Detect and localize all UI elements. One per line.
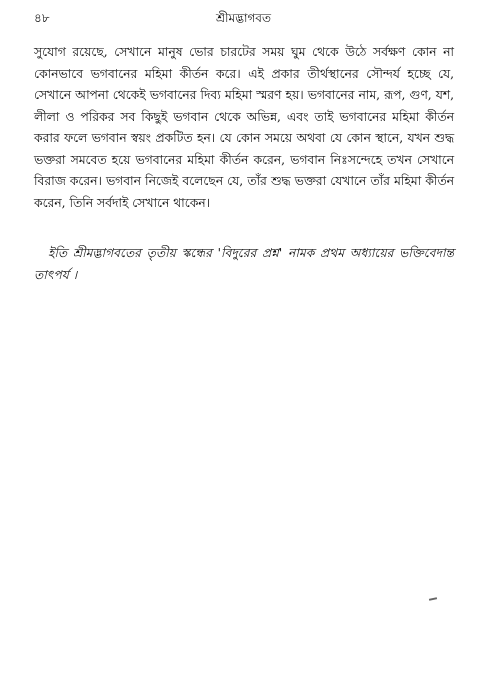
scan-speck (429, 597, 437, 601)
body-paragraph: সুযোগ রয়েছে, সেখানে মানুষ ভোর চারটের সময় ঘুম থেকে উঠে সর্বক্ষণ কোন না কোনভাবে ভগবানের মহিমা কীর্তন করে। এই প্রকার তীর্থস্থানের সৌন্দর্য হচ্ছে যে, সেখানে আপনা থেকেই ভগবানের দিব্য মহিমা স্মরণ হয়। ভগবানের নাম, রূপ, গুণ, যশ, লীলা ও পরিকর সব কিছুই ভগবান থেকে অভিন্ন, এবং তাই ভগবানের মহিমা কীর্তন করার ফলে ভগবান স্বয়ং প্রকটিত হন। যে কোন সময়ে অথবা যে কোন স্থানে, যখন শুদ্ধ ভক্তরা সমবেত হয়ে ভগবানের মহিমা কীর্তন করেন, ভগবান নিঃসন্দেহে তখন সেখানে বিরাজ করেন। ভগবান নিজেই বলেছেন যে, তাঁর শুদ্ধ ভক্তরা যেখানে তাঁর মহিমা কীর্তন করেন, তিনি সর্বদাই সেখানে থাকেন। (34, 45, 454, 210)
page-header (34, 8, 453, 30)
running-title: শ্রীমদ্ভাগবত (215, 11, 271, 25)
chapter-colophon: ইতি শ্রীমদ্ভাগবতের তৃতীয় স্কন্ধের 'বিদুরের প্রশ্ন' নামক প্রথম অধ্যায়ের ভক্তিবেদান্ত তাৎপর্য । (34, 246, 454, 282)
page-number: ৪৮ (34, 11, 50, 25)
